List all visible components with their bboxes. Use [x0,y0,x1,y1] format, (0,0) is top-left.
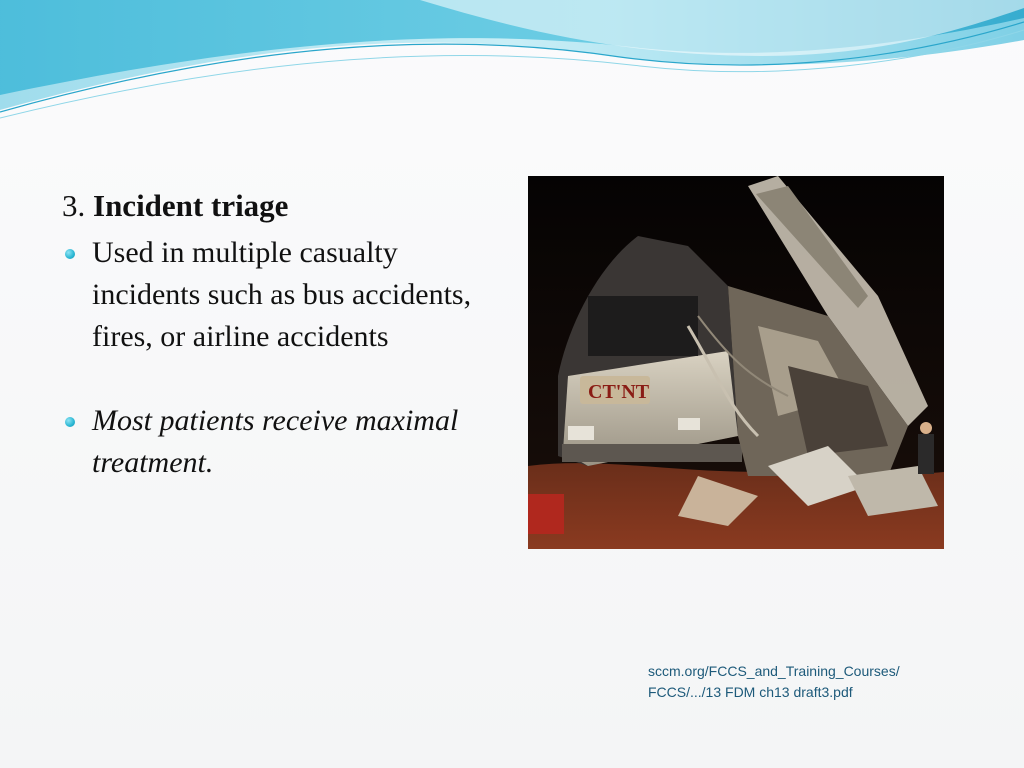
slide-heading [62,186,512,226]
header-wave-decoration [0,0,1024,130]
bullet-text: Most patients receive maximal treatment. [92,404,459,479]
bullet-dot-icon [65,249,75,259]
bullet-item [62,232,512,358]
bullet-list [62,232,512,484]
source-line-2: FCCS/.../13 FDM ch13 draft3.pdf [648,684,853,700]
wrecked-bus-image [528,176,944,549]
wrecked-bus-photo [528,176,944,549]
heading-number: 3. [62,188,86,223]
bullet-text: Used in multiple casualty incidents such as bus accidents, fires, or airline accidents [92,236,472,353]
bullet-item [62,400,512,484]
source-citation [648,661,988,703]
heading-title: Incident triage [93,188,289,223]
bus-sign-text: CT'NT [588,381,650,403]
bullet-dot-icon [65,417,75,427]
content-area [62,186,512,484]
source-line-1: sccm.org/FCCS_and_Training_Courses/ [648,663,900,679]
